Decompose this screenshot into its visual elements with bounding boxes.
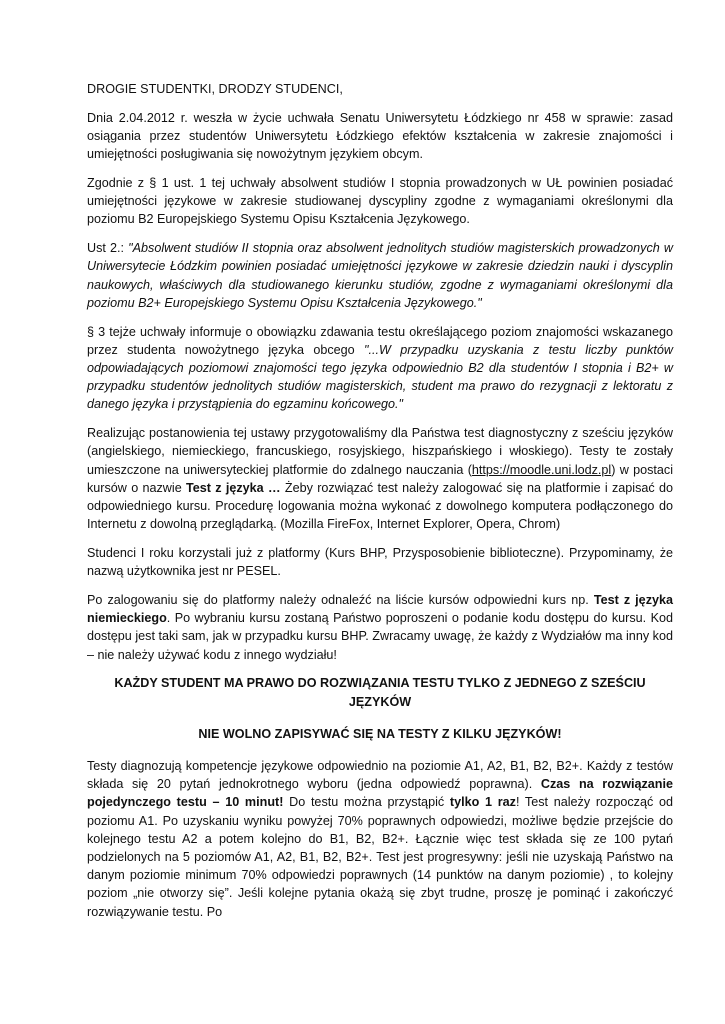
- paragraph-resolution-date: Dnia 2.04.2012 r. weszła w życie uchwała Senatu Uniwersytetu Łódzkiego nr 458 w sprawie: zasad osiągania przez studentów Uniwersytetu Łódzkiego efektów kształcenia w zakresie znajomości i umiejętności posługiwania się nowożytnym językiem obcym.: [87, 110, 673, 162]
- text-span: Żeby rozwiązać test należy zalogować się na platformie i zapisać do odpowiedniego kursu. Procedurę logowania można wykonać z dowolnego komputera podłączonego do Internetu z dowolną przeglądarką. (Mozilla FireFox, Internet Explorer, Opera, Chrom): [87, 480, 674, 532]
- paragraph-lead: Ust 2.:: [87, 241, 129, 256]
- paragraph-platform-login: Studenci I roku korzystali już z platformy (Kurs BHP, Przysposobienie biblioteczne). Przypominamy, że nazwą użytkownika jest nr PESEL.: [87, 546, 673, 579]
- heading-no-multiple: NIE WOLNO ZAPISYWAĆ SIĘ NA TESTY Z KILKU JĘZYKÓW!: [198, 726, 562, 741]
- paragraph-course-selection: [87, 591, 673, 664]
- text-span: ! Test należy rozpocząć od poziomu A1. Po uzyskaniu wyniku powyżej 70% poprawnych odpowiedzi, możliwe będzie przejście do kolejnego testu A2 a potem kolejno do B1, B2, B2+. Łącznie więc test składa się ze 100 pytań podzielonych na 5 poziomów A1, A2, B1, B2, B2+. Test jest progresywny: jeśli nie uzyskają Państwo na danym poziomie minimum 70% odpowiedzi poprawnych (14 punktów na danym poziomie) , to kolejny poziom „nie otworzy się”. Jeśli kolejne pytania okażą się zbyt trudne, proszę je pominąć i zakończyć rozwiązywanie testu. Po: [87, 795, 673, 919]
- text-span: Po zalogowaniu się do platformy należy odnaleźć na liście kursów odpowiedni kurs np.: [87, 593, 594, 608]
- heading-one-language: KAŻDY STUDENT MA PRAWO DO ROZWIĄZANIA TESTU TYLKO Z JEDNEGO Z SZEŚCIU JĘZYKÓW: [114, 676, 646, 709]
- paragraph-lead: § 3 tejże uchwały informuje o obowiązku zdawania testu określającego poziom znajomości wskazanego przez studenta nowożytnego języka obcego: [87, 324, 673, 357]
- paragraph-first-degree: Zgodnie z § 1 ust. 1 tej uchwały absolwent studiów I stopnia prowadzonych w UŁ powinien posiadać umiejętności językowe w zakresie studiowanej dyscypliny zgodne z wymaganiami określonymi dla poziomu B2 Europejskiego Systemu Opisu Kształcenia Językowego.: [87, 176, 673, 227]
- text-span: . Po wybraniu kursu zostaną Państwo poproszeni o podanie kodu dostępu do kursu. Kod dostępu jest taki sam, jak w przypadku kursu BHP. Zwracamy uwagę, że każdy z Wydziałów ma inny kod – nie należy używać kodu z innego wydziału!: [87, 611, 673, 662]
- quoted-regulation: "Absolwent studiów II stopnia oraz absolwent jednolitych studiów magisterskich prowadzonych w Uniwersytecie Łódzkim powinien posiadać umiejętności językowe w zakresie dziedzin nauki i dyscyplin naukowych, właściwych dla studiowanego kierunku studiów, zgodne z wymaganiami określonymi dla poziomu B2+ Europejskiego Systemu Opisu Kształcenia Językowego.": [87, 241, 674, 310]
- text-span: Do testu można przystąpić: [283, 795, 450, 810]
- text-span: Testy diagnozują kompetencje językowe odpowiednio na poziomie A1, A2, B1, B2, B2+. Każdy z testów składa się 20 pytań jednokrotnego wyboru (jedna odpowiedź poprawna).: [87, 759, 673, 792]
- paragraph-second-degree: [87, 239, 673, 312]
- text-span: Realizując postanowienia tej ustawy przygotowaliśmy dla Państwa test diagnostyczny z sześciu języków (angielskiego, niemieckiego, francuskiego, rosyjskiego, hiszpańskiego i włoskiego). Testy te zostały umieszczone na uniwersyteckiej platformie do zdalnego nauczania (: [87, 426, 673, 477]
- text-span: ) w postaci kursów o nazwie: [87, 462, 673, 495]
- quoted-regulation: "...W przypadku uzyskania z testu liczby punktów odpowiadających poziomowi znajomości tego języka odpowiednio B2 dla studentów I stopnia i B2+ w przypadku studentów jednolitych studiów magisterskich, student ma prawo do rezygnacji z lektoratu z danego języka i przystąpienia do egzaminu końcowego.": [87, 342, 674, 412]
- paragraph-test-structure: [87, 757, 673, 921]
- attempt-limit: tylko 1 raz: [449, 795, 516, 810]
- paragraph-test-obligation: [87, 323, 673, 414]
- course-name: Test z języka …: [186, 480, 281, 495]
- moodle-link[interactable]: https://moodle.uni.lodz.pl: [471, 462, 612, 477]
- course-example: Test z języka niemieckiego: [87, 593, 673, 626]
- paragraph-diagnostic-test: [87, 424, 673, 533]
- time-limit: Czas na rozwiązanie pojedynczego testu – 10 minut!: [87, 777, 673, 810]
- greeting: DROGIE STUDENTKI, DRODZY STUDENCI,: [87, 82, 343, 96]
- document-page: [87, 80, 673, 931]
